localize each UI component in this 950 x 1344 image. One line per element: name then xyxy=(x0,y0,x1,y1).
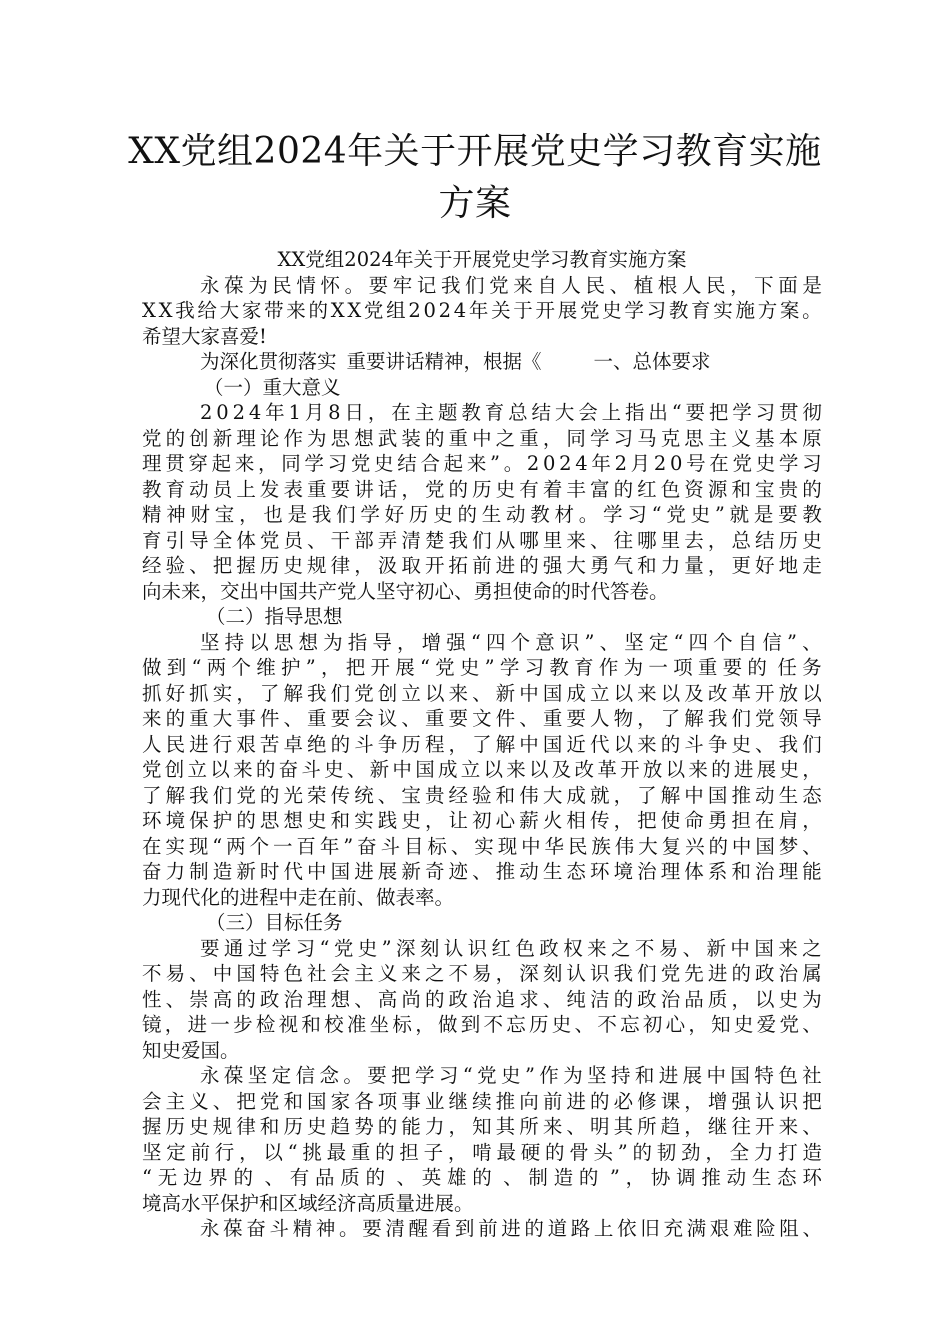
paragraph-line: 向未来，交出中国共产党人坚守初心、勇担使命的时代答卷。 xyxy=(142,579,669,603)
paragraph-line: 握 历 史 规 律 和 历 史 趋 势 的 能 力 ， 知 其 所 来 、 明 其 所 趋 ， 继 往 开 来 、 xyxy=(142,1115,822,1138)
paragraph-line: 精 神 财 宝 ， 也 是 我 们 学 好 历 史 的 生 动 教 材 。 学 习 “ 党 史 ” 就 是 要 教 xyxy=(142,503,822,526)
paragraph-line: 在 实 现 “ 两 个 一 百 年 ” 奋 斗 目 标 、 实 现 中 华 民 族 伟 大 复 兴 的 中 国 梦 、 xyxy=(142,834,822,858)
paragraph-line: “ 无 边 界 的 、 有 品 质 的 、 英 雄 的 、 制 造 的 ” ， 协 调 推 动 生 态 环 xyxy=(142,1166,822,1189)
paragraph-line: 理 贯 穿 起 来 ， 同 学 习 党 史 结 合 起 来 ” 。 2 0 2 4 年 2 月 2 0 号 在 党 史 学 习 xyxy=(142,452,822,475)
paragraph-line: 奋 力 制 造 新 时 代 中 国 进 展 新 奇 迹 、 推 动 生 态 环 境 治 理 体 系 和 治 理 能 xyxy=(142,860,822,883)
paragraph-line: 不 易 、 中 国 特 色 社 会 主 义 来 之 不 易 ， 深 刻 认 识 我 们 党 先 进 的 政 治 属 xyxy=(142,962,822,985)
section-heading: （二）指导思想 xyxy=(206,605,343,628)
preface-part: 为深化贯彻落实 xyxy=(200,350,337,373)
paragraph-line: 境高水平保护和区域经济高质量进展。 xyxy=(142,1191,474,1215)
paragraph-line: 来 的 重 大 事 件 、 重 要 会 议 、 重 要 文 件 、 重 要 人 物 ， 了 解 我 们 党 领 导 xyxy=(142,707,822,730)
preface-part: 一、总体要求 xyxy=(593,350,711,373)
paragraph-line: 教 育 动 员 上 发 表 重 要 讲 话 ， 党 的 历 史 有 着 丰 富 的 红 色 资 源 和 宝 贵 的 xyxy=(142,477,822,501)
subtitle: XX党组2024年关于开展党史学习教育实施方案 xyxy=(277,248,687,271)
paragraph-line: 人 民 进 行 艰 苦 卓 绝 的 斗 争 历 程 ， 了 解 中 国 近 代 以 来 的 斗 争 史 、 我 们 xyxy=(142,732,822,756)
paragraph-line: 环 境 保 护 的 思 想 史 和 实 践 史 ， 让 初 心 薪 火 相 传 ， 把 使 命 勇 担 在 肩 ， xyxy=(142,809,822,832)
paragraph-line: 了 解 我 们 党 的 光 荣 传 统 、 宝 贵 经 验 和 伟 大 成 就 ， 了 解 中 国 推 动 生 态 xyxy=(142,783,822,807)
paragraph-line: 坚 持 以 思 想 为 指 导 ， 增 强 “ 四 个 意 识 ” 、 坚 定 “ 四 个 自 信 ” 、 xyxy=(200,630,822,654)
paragraph-line: 要 通 过 学 习 “ 党 史 ” 深 刻 认 识 红 色 政 权 来 之 不 易 、 新 中 国 来 之 xyxy=(200,936,822,960)
paragraph-line: 永 葆 坚 定 信 念 。 要 把 学 习 “ 党 史 ” 作 为 坚 持 和 进 展 中 国 特 色 社 xyxy=(200,1064,822,1087)
paragraph-line: 性 、 崇 高 的 政 治 理 想 、 高 尚 的 政 治 追 求 、 纯 洁 的 政 治 品 质 ， 以 史 为 xyxy=(142,987,822,1011)
paragraph-line: 坚 定 前 行 ， 以 “ 挑 最 重 的 担 子 ， 啃 最 硬 的 骨 头 ” 的 韧 劲 ， 全 力 打 造 xyxy=(142,1140,822,1164)
paragraph-line: 知史爱国。 xyxy=(142,1038,240,1062)
paragraph-line: 会 主 义 、 把 党 和 国 家 各 项 事 业 继 续 推 向 前 进 的 必 修 课 ， 增 强 认 识 把 xyxy=(142,1089,822,1113)
paragraph-line: 党 的 创 新 理 论 作 为 思 想 武 装 的 重 中 之 重 ， 同 学 习 马 克 思 主 义 基 本 原 xyxy=(142,426,822,450)
paragraph-line: 育 引 导 全 体 党 员 、 干 部 弄 清 楚 我 们 从 哪 里 来 、 往 哪 里 去 ， 总 结 历 史 xyxy=(142,528,822,552)
intro-line: X X 我 给 大 家 带 来 的 X X 党 组 2 0 2 4 年 关 于 开 展 党 史 学 习 教 育 实 施 方 案 。 xyxy=(142,299,822,322)
intro-line: 希望大家喜爱! xyxy=(142,324,267,348)
title-line-2: 方案 xyxy=(438,183,512,224)
paragraph-line: 党 创 立 以 来 的 奋 斗 史 、 新 中 国 成 立 以 来 以 及 改 革 开 放 以 来 的 进 展 史 ， xyxy=(142,758,822,781)
paragraph-line: 经 验 、 把 握 历 史 规 律 ， 汲 取 开 拓 前 进 的 强 大 勇 气 和 力 量 ， 更 好 地 走 xyxy=(142,554,822,577)
document-title xyxy=(110,126,840,230)
section-heading: （一）重大意义 xyxy=(204,375,341,399)
preface-part: 重要讲话精神，根据《 xyxy=(346,350,542,373)
document-body xyxy=(142,247,822,1242)
paragraph-line: 永 葆 奋 斗 精 神 。 要 清 醒 看 到 前 进 的 道 路 上 依 旧 充 满 艰 难 险 阻 、 xyxy=(200,1217,822,1240)
preface-line xyxy=(142,349,822,375)
title-line-1: XX党组2024年关于开展党史学习教育实施 xyxy=(128,131,822,172)
paragraph-line: 力现代化的进程中走在前、做表率。 xyxy=(142,885,455,909)
paragraph-line: 镜 ， 进 一 步 检 视 和 校 准 坐 标 ， 做 到 不 忘 历 史 、 不 忘 初 心 ， 知 史 爱 党 、 xyxy=(142,1013,822,1036)
section-heading: （三）目标任务 xyxy=(206,911,343,934)
intro-line: 永 葆 为 民 情 怀 。 要 牢 记 我 们 党 来 自 人 民 、 植 根 人 民 ， 下 面 是 xyxy=(200,273,822,297)
paragraph-line: 抓 好 抓 实 ， 了 解 我 们 党 创 立 以 来 、 新 中 国 成 立 以 来 以 及 改 革 开 放 以 xyxy=(142,681,822,705)
paragraph-line: 做 到 “ 两 个 维 护 ” ， 把 开 展 “ 党 史 ” 学 习 教 育 作 为 一 项 重 要 的 任 务 xyxy=(142,656,822,679)
paragraph-line: 2 0 2 4 年 1 月 8 日 ， 在 主 题 教 育 总 结 大 会 上 指 出 “ 要 把 学 习 贯 彻 xyxy=(200,401,822,424)
